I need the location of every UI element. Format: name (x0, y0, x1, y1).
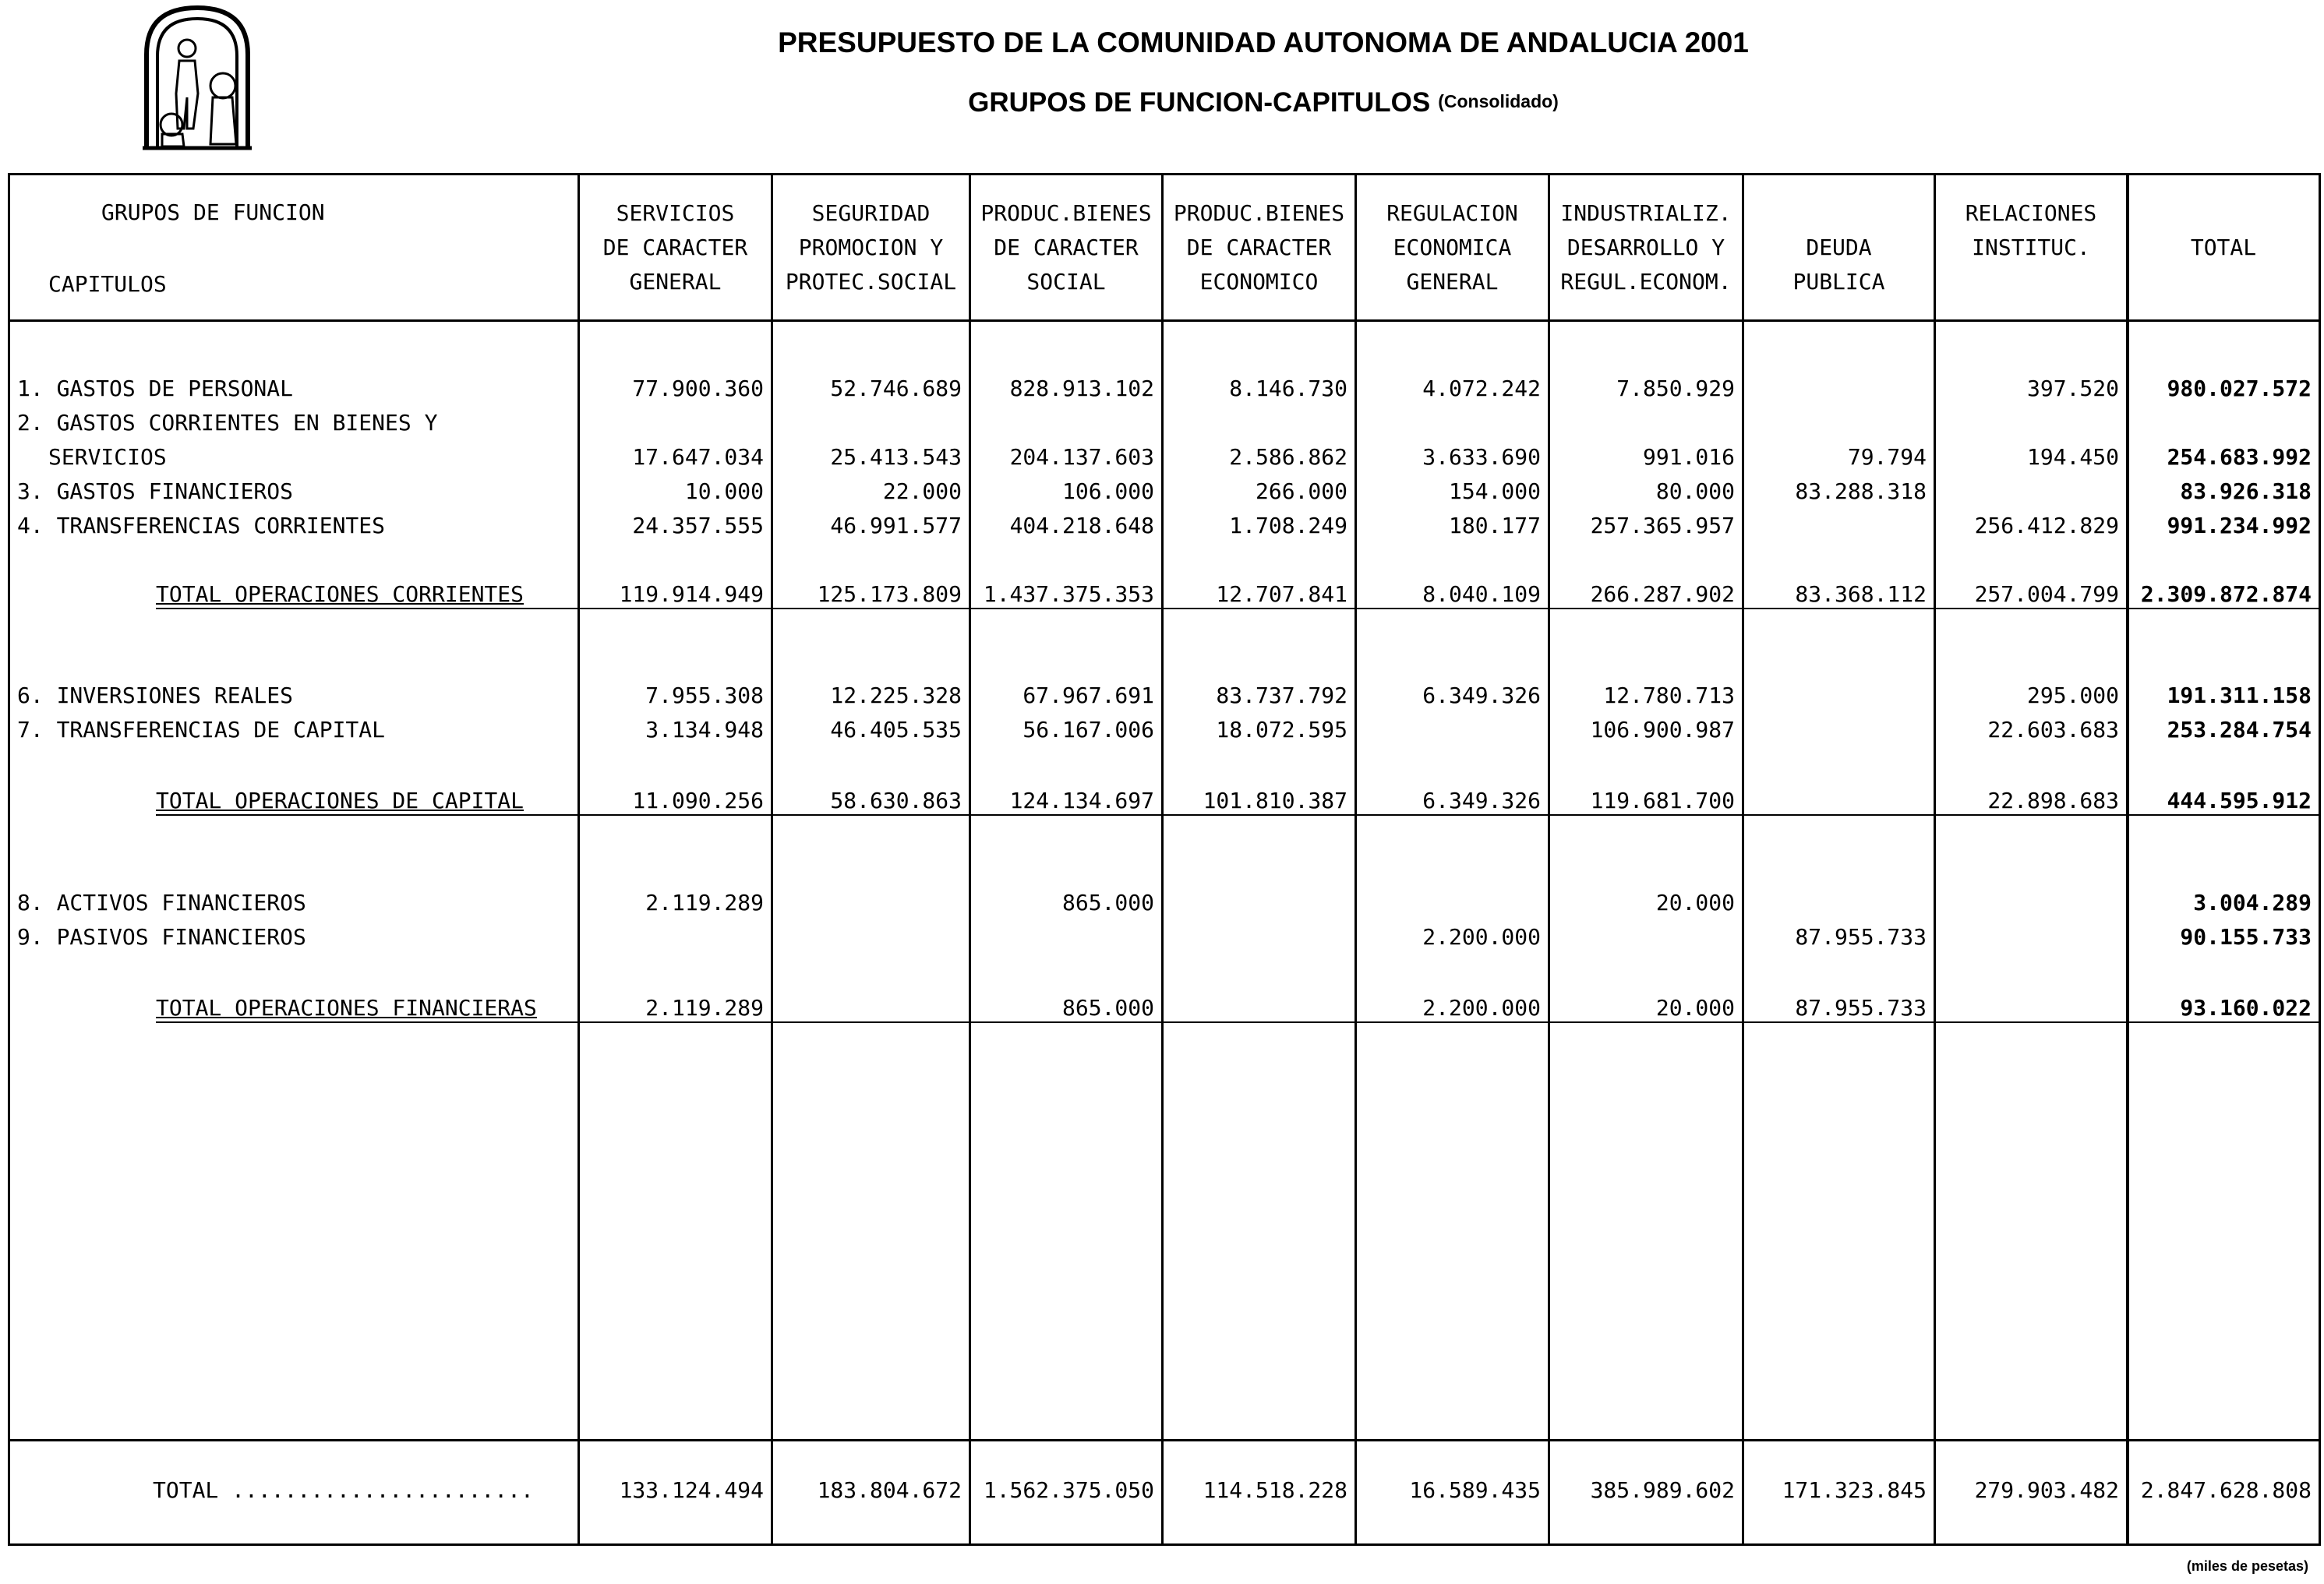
grand-total-value: 114.518.228 (1203, 1477, 1347, 1503)
row-value: 397.520 (2026, 376, 2119, 401)
section-total-label: TOTAL OPERACIONES FINANCIERAS (156, 995, 537, 1021)
row-value: 83.926.318 (2180, 478, 2312, 504)
row-value: 56.167.006 (1022, 717, 1154, 743)
row-value: 254.683.992 (2167, 444, 2312, 470)
row-value: 828.913.102 (1009, 376, 1154, 401)
row-value: 194.450 (2026, 444, 2119, 470)
section-total-value: 58.630.863 (830, 788, 962, 813)
row-value: 1.708.249 (1229, 513, 1347, 538)
row-value: 154.000 (1448, 478, 1541, 504)
row-label: SERVICIOS (48, 444, 167, 470)
row-label: 9. PASIVOS FINANCIEROS (17, 924, 306, 950)
grand-total-value: 279.903.482 (1974, 1477, 2119, 1503)
section-total-value: 22.898.683 (1987, 788, 2119, 813)
header-capitulos: CAPITULOS (48, 271, 167, 297)
row-value: 83.288.318 (1795, 478, 1927, 504)
column-header-c3: DE CARACTER (994, 235, 1139, 260)
row-value: 256.412.829 (1974, 513, 2119, 538)
subtitle-note: (Consolidado) (1438, 91, 1559, 111)
total-underline (156, 608, 2319, 609)
row-label: 1. GASTOS DE PERSONAL (17, 376, 294, 401)
column-header-c1: SERVICIOS (616, 200, 735, 226)
section-total-value: 124.134.697 (1009, 788, 1154, 813)
row-value: 79.794 (1847, 444, 1927, 470)
row-divider (8, 1439, 2321, 1441)
column-header-c2: PROMOCION Y (798, 235, 944, 260)
section-total-value: 119.681.700 (1590, 788, 1735, 813)
total-underline (156, 814, 2319, 816)
units-footnote: (miles de pesetas) (2186, 1558, 2308, 1574)
column-header-c4: DE CARACTER (1186, 235, 1332, 260)
row-value: 266.000 (1255, 478, 1347, 504)
row-value: 2.586.862 (1229, 444, 1347, 470)
total-underline (156, 1021, 2319, 1023)
row-value: 257.365.957 (1590, 513, 1735, 538)
header-grupos-funcion: GRUPOS DE FUNCION (101, 199, 325, 225)
row-value: 67.967.691 (1022, 683, 1154, 708)
column-header-c8: RELACIONES (1965, 200, 2097, 226)
section-total-value: 11.090.256 (632, 788, 764, 813)
row-value: 404.218.648 (1009, 513, 1154, 538)
row-value: 17.647.034 (632, 444, 764, 470)
row-value: 204.137.603 (1009, 444, 1154, 470)
row-value: 77.900.360 (632, 376, 764, 401)
row-value: 865.000 (1061, 890, 1154, 915)
column-header-c1: GENERAL (629, 269, 722, 295)
row-value: 3.004.289 (2193, 890, 2312, 915)
section-total-value: 125.173.809 (817, 581, 962, 607)
row-value: 22.603.683 (1987, 717, 2119, 743)
row-value: 87.955.733 (1795, 924, 1927, 950)
grand-total-value: 133.124.494 (619, 1477, 764, 1503)
section-total-value: 12.707.841 (1216, 581, 1347, 607)
row-value: 2.200.000 (1422, 924, 1541, 950)
row-value: 8.146.730 (1229, 376, 1347, 401)
column-header-c2: PROTEC.SOCIAL (785, 269, 957, 295)
section-total-value: 87.955.733 (1795, 995, 1927, 1021)
row-value: 106.000 (1061, 478, 1154, 504)
row-value: 22.000 (882, 478, 962, 504)
section-total-value: 2.200.000 (1422, 995, 1541, 1021)
row-label: 3. GASTOS FINANCIEROS (17, 478, 294, 504)
row-value: 83.737.792 (1216, 683, 1347, 708)
section-total-value: 83.368.112 (1795, 581, 1927, 607)
section-total-value: 2.119.289 (645, 995, 764, 1021)
row-value: 18.072.595 (1216, 717, 1347, 743)
row-value: 980.027.572 (2167, 376, 2312, 401)
section-total-value: 2.309.872.874 (2140, 581, 2312, 607)
row-value: 25.413.543 (830, 444, 962, 470)
row-value: 180.177 (1448, 513, 1541, 538)
row-value: 52.746.689 (830, 376, 962, 401)
grand-total-value: 385.989.602 (1590, 1477, 1735, 1503)
column-header-c3: SOCIAL (1026, 269, 1106, 295)
section-total-value: 1.437.375.353 (983, 581, 1154, 607)
row-value: 46.991.577 (830, 513, 962, 538)
section-total-value: 93.160.022 (2180, 995, 2312, 1021)
column-header-c4: PRODUC.BIENES (1173, 200, 1345, 226)
row-value: 80.000 (1655, 478, 1735, 504)
section-total-value: 8.040.109 (1422, 581, 1541, 607)
column-header-c6: REGUL.ECONOM. (1560, 269, 1732, 295)
grand-total-value: 1.562.375.050 (983, 1477, 1154, 1503)
row-value: 295.000 (2026, 683, 2119, 708)
grand-total-value: 171.323.845 (1782, 1477, 1927, 1503)
row-divider (8, 319, 2321, 322)
subtitle-text: GRUPOS DE FUNCION-CAPITULOS (968, 87, 1431, 118)
row-value: 253.284.754 (2167, 717, 2312, 743)
column-header-c1: DE CARACTER (602, 235, 748, 260)
column-header-c7: PUBLICA (1792, 269, 1885, 295)
row-value: 20.000 (1655, 890, 1735, 915)
grand-total-label: TOTAL ....................... (153, 1477, 534, 1503)
column-header-c4: ECONOMICO (1199, 269, 1319, 295)
row-label: 8. ACTIVOS FINANCIEROS (17, 890, 306, 915)
row-value: 4.072.242 (1422, 376, 1541, 401)
row-label: 4. TRANSFERENCIAS CORRIENTES (17, 513, 386, 538)
row-value: 2.119.289 (645, 890, 764, 915)
section-total-value: 865.000 (1061, 995, 1154, 1021)
grand-total-value: 183.804.672 (817, 1477, 962, 1503)
section-total-value: 444.595.912 (2167, 788, 2312, 813)
row-value: 46.405.535 (830, 717, 962, 743)
column-header-c5: GENERAL (1406, 269, 1499, 295)
section-total-value: 257.004.799 (1974, 581, 2119, 607)
grand-total-value: 16.589.435 (1409, 1477, 1541, 1503)
column-header-c6: DESARROLLO Y (1566, 235, 1725, 260)
row-value: 7.955.308 (645, 683, 764, 708)
grand-total-value: 2.847.628.808 (2140, 1477, 2312, 1503)
column-header-c8: INSTITUC. (1972, 235, 2090, 260)
section-total-value: 119.914.949 (619, 581, 764, 607)
column-header-c5: REGULACION (1386, 200, 1518, 226)
column-header-c6: INDUSTRIALIZ. (1560, 200, 1732, 226)
andalucia-coat-of-arms-icon (139, 0, 256, 152)
row-value: 3.633.690 (1422, 444, 1541, 470)
section-total-label: TOTAL OPERACIONES CORRIENTES (156, 581, 524, 607)
section-total-value: 266.287.902 (1590, 581, 1735, 607)
row-value: 106.900.987 (1590, 717, 1735, 743)
column-header-c7: DEUDA (1806, 235, 1872, 260)
section-total-value: 101.810.387 (1203, 788, 1347, 813)
column-header-c9: TOTAL (2190, 235, 2257, 260)
row-value: 12.780.713 (1603, 683, 1735, 708)
row-label: 6. INVERSIONES REALES (17, 683, 294, 708)
row-value: 90.155.733 (2180, 924, 2312, 950)
column-header-c2: SEGURIDAD (811, 200, 931, 226)
row-value: 10.000 (684, 478, 764, 504)
section-total-label: TOTAL OPERACIONES DE CAPITAL (156, 788, 524, 813)
row-value: 7.850.929 (1616, 376, 1735, 401)
row-value: 3.134.948 (645, 717, 764, 743)
row-value: 12.225.328 (830, 683, 962, 708)
section-total-value: 6.349.326 (1422, 788, 1541, 813)
row-value: 991.234.992 (2167, 513, 2312, 538)
row-value: 191.311.158 (2167, 683, 2312, 708)
row-value: 991.016 (1642, 444, 1735, 470)
column-divider (1742, 173, 1744, 1546)
row-value: 6.349.326 (1422, 683, 1541, 708)
section-total-value: 20.000 (1655, 995, 1735, 1021)
column-header-c3: PRODUC.BIENES (980, 200, 1152, 226)
row-value: 24.357.555 (632, 513, 764, 538)
row-label: 7. TRANSFERENCIAS DE CAPITAL (17, 717, 386, 743)
row-label: 2. GASTOS CORRIENTES EN BIENES Y (17, 410, 438, 436)
page-title: PRESUPUESTO DE LA COMUNIDAD AUTONOMA DE ANDALUCIA 2001 (778, 26, 1749, 58)
page-subtitle (101, 87, 2324, 118)
column-header-c5: ECONOMICA (1393, 235, 1512, 260)
